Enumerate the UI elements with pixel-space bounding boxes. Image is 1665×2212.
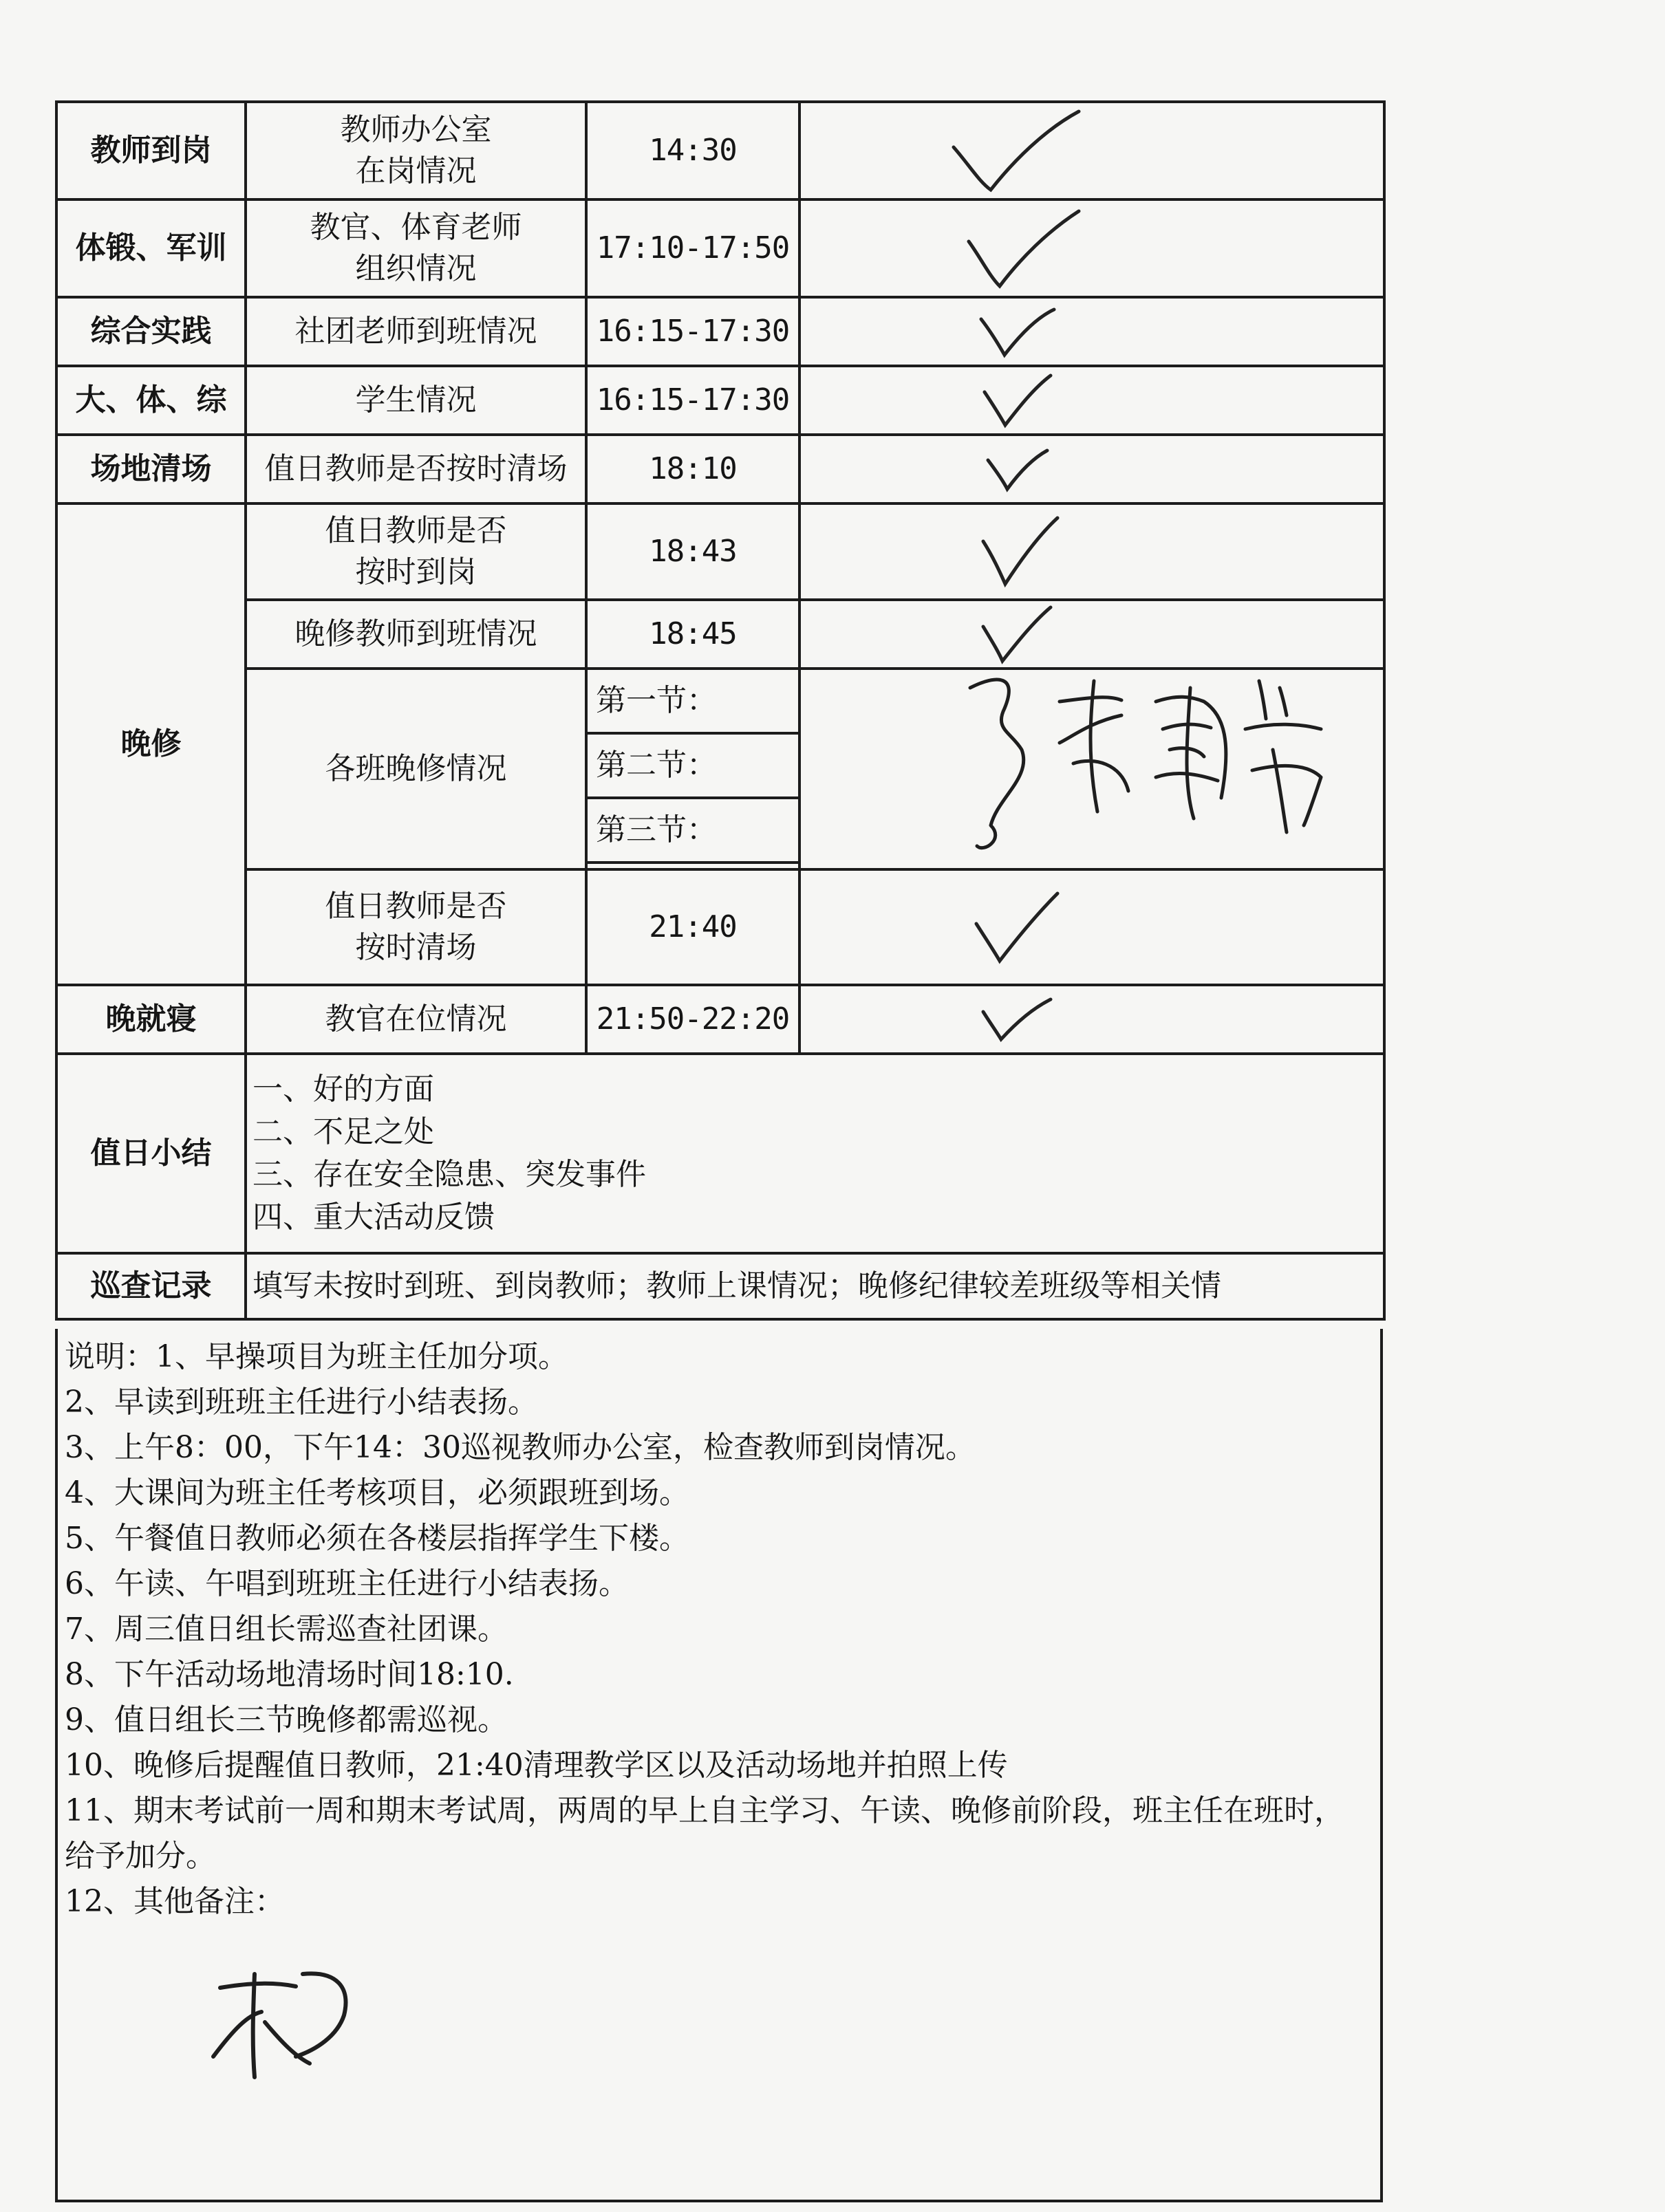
note-line: 12、其他备注： bbox=[65, 1884, 285, 1919]
category-cell: 教师到岗 bbox=[56, 102, 246, 199]
note-line: 7、周三值日组长需巡查社团课。 bbox=[65, 1612, 508, 1647]
category-cell: 大、体、综 bbox=[56, 366, 246, 435]
category-cell: 值日小结 bbox=[56, 1054, 246, 1253]
check-cell bbox=[799, 435, 1384, 503]
item-cell: 晚修教师到班情况 bbox=[246, 600, 586, 669]
time-cell: 18:10 bbox=[586, 435, 799, 503]
checkmark-icon bbox=[979, 371, 1055, 429]
check-cell bbox=[799, 985, 1384, 1054]
check-cell bbox=[799, 102, 1384, 199]
row-student-status bbox=[56, 366, 1384, 435]
checkmark-icon bbox=[982, 445, 1051, 493]
checkmark-icon bbox=[976, 304, 1058, 359]
check-cell bbox=[799, 600, 1384, 669]
note-line: 4、大课间为班主任考核项目，必须跟班到场。 bbox=[65, 1475, 689, 1510]
patrol-cell: 填写未按时到班、到岗教师；教师上课情况；晚修纪律较差班级等相关情 bbox=[246, 1253, 1384, 1319]
check-cell bbox=[799, 297, 1384, 366]
time-cell: 21:40 bbox=[586, 869, 799, 985]
item-cell: 值日教师是否 按时清场 bbox=[246, 869, 586, 985]
checkmark-icon bbox=[962, 207, 1086, 290]
check-cell bbox=[799, 503, 1384, 600]
category-cell: 晚修 bbox=[56, 503, 246, 985]
row-daily-summary bbox=[56, 1054, 1384, 1253]
time-cell: 16:15-17:30 bbox=[586, 366, 799, 435]
item-cell: 值日教师是否 按时到岗 bbox=[246, 503, 586, 600]
category-cell: 体锻、军训 bbox=[56, 199, 246, 297]
row-evening-duty-arrival bbox=[56, 503, 1384, 600]
period-cell: 第二节： bbox=[586, 733, 799, 798]
item-cell: 教官、体育老师 组织情况 bbox=[246, 199, 586, 297]
category-cell: 综合实践 bbox=[56, 297, 246, 366]
note-line: 3、上午8：00，下午14：30巡视教师办公室，检查教师到岗情况。 bbox=[65, 1430, 976, 1465]
category-cell: 场地清场 bbox=[56, 435, 246, 503]
item-cell: 教师办公室 在岗情况 bbox=[246, 102, 586, 199]
note-line: 5、午餐值日教师必须在各楼层指挥学生下楼。 bbox=[65, 1521, 689, 1556]
time-cell: 21:50-22:20 bbox=[586, 985, 799, 1054]
note-line: 9、值日组长三节晚修都需巡视。 bbox=[65, 1702, 508, 1737]
summary-cell: 一、好的方面 二、不足之处 三、存在安全隐患、突发事件 四、重大活动反馈 bbox=[246, 1054, 1384, 1253]
item-cell: 值日教师是否按时清场 bbox=[246, 435, 586, 503]
note-line: 10、晚修后提醒值日教师，21:40清理教学区以及活动场地并拍照上传 bbox=[65, 1748, 1008, 1783]
note-line: 2、早读到班班主任进行小结表扬。 bbox=[65, 1385, 538, 1420]
time-cell: 18:45 bbox=[586, 600, 799, 669]
item-cell: 社团老师到班情况 bbox=[246, 297, 586, 366]
note-line: 6、午读、午唱到班班主任进行小结表扬。 bbox=[65, 1566, 629, 1601]
period-cell bbox=[586, 863, 799, 869]
checkmark-icon bbox=[979, 603, 1055, 665]
time-cell: 17:10-17:50 bbox=[586, 199, 799, 297]
item-cell: 教官在位情况 bbox=[246, 985, 586, 1054]
checkmark-icon bbox=[948, 106, 1086, 195]
period-cell: 第三节： bbox=[586, 798, 799, 863]
time-cell: 18:43 bbox=[586, 503, 799, 600]
initial-handwriting bbox=[200, 1960, 358, 2084]
check-cell bbox=[799, 869, 1384, 985]
time-cell: 16:15-17:30 bbox=[586, 297, 799, 366]
checkmark-icon bbox=[979, 995, 1055, 1043]
row-venue-clearing bbox=[56, 435, 1384, 503]
row-evening-clearing bbox=[56, 869, 1384, 985]
row-bedtime bbox=[56, 985, 1384, 1054]
item-cell: 学生情况 bbox=[246, 366, 586, 435]
note-line: 8、下午活动场地清场时间18:10. bbox=[65, 1657, 514, 1692]
signature-handwriting bbox=[956, 660, 1342, 867]
checkmark-icon bbox=[979, 514, 1062, 589]
note-line: 说明：1、早操项目为班主任加分项。 bbox=[65, 1339, 568, 1374]
checkmark-icon bbox=[972, 889, 1062, 965]
item-cell: 各班晚修情况 bbox=[246, 669, 586, 869]
row-patrol-record bbox=[56, 1253, 1384, 1319]
row-teacher-on-post bbox=[56, 102, 1384, 199]
check-cell bbox=[799, 366, 1384, 435]
note-line: 11、期末考试前一周和期末考试周，两周的早上自主学习、午读、晚修前阶段，班主任在班时，给予加分。 bbox=[65, 1793, 1344, 1874]
period-cell: 第一节： bbox=[586, 669, 799, 733]
row-evening-teacher-arrival bbox=[56, 600, 1384, 669]
row-sports-military bbox=[56, 199, 1384, 297]
check-cell bbox=[799, 199, 1384, 297]
time-cell: 14:30 bbox=[586, 102, 799, 199]
row-practice bbox=[56, 297, 1384, 366]
category-cell: 巡查记录 bbox=[56, 1253, 246, 1319]
category-cell: 晚就寝 bbox=[56, 985, 246, 1054]
